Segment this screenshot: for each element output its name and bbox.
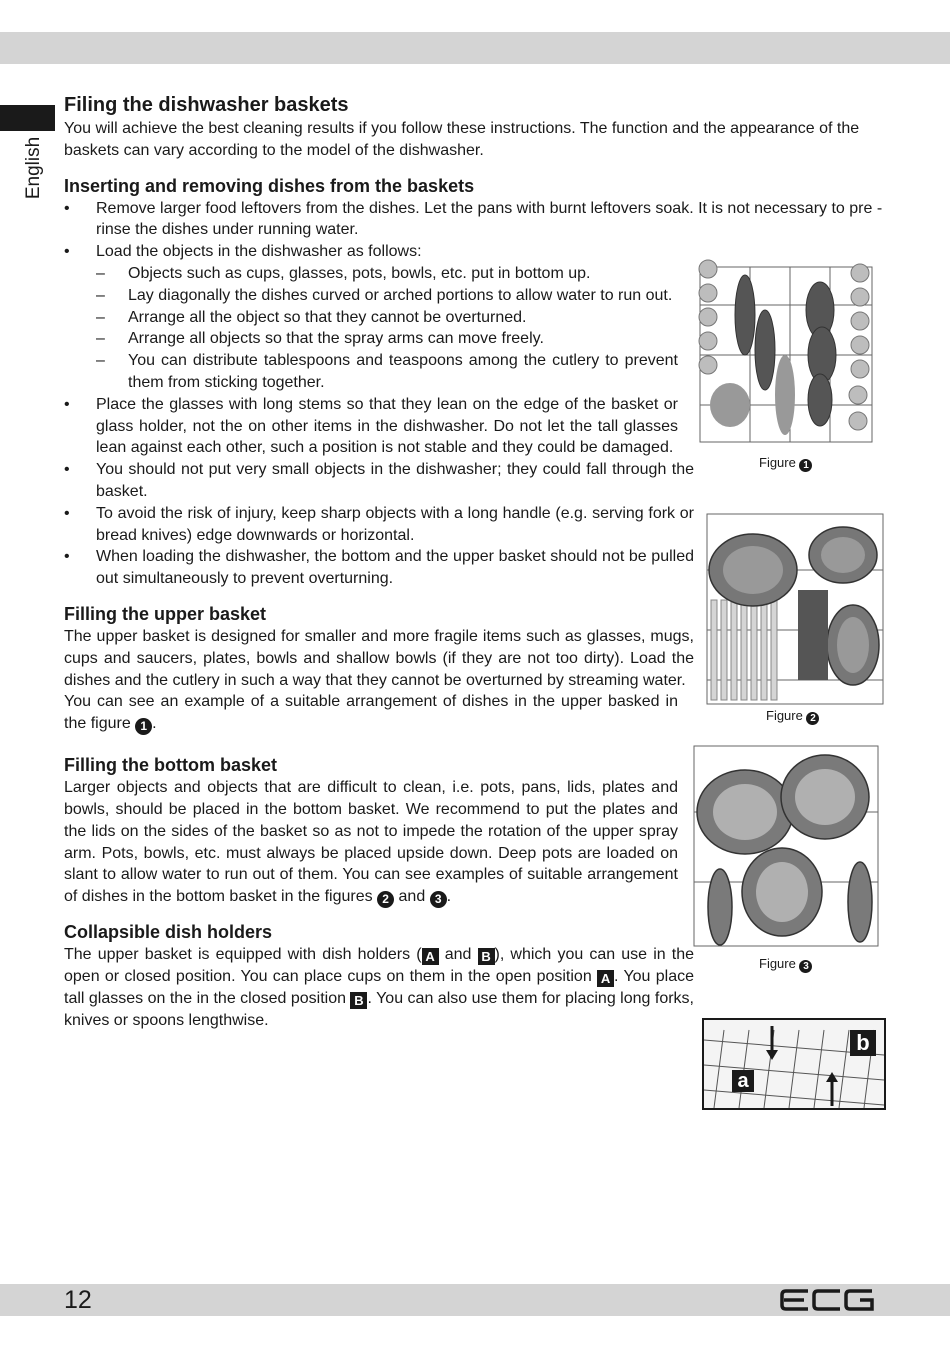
upper-basket-figure-reference (64, 691, 678, 735)
label-a-badge: A (422, 948, 439, 965)
language-tab-label: English (23, 136, 44, 200)
header-bar (0, 32, 950, 64)
list-item-text: Load the objects in the dishwasher as follows: (96, 243, 422, 261)
caption-label: Figure (766, 708, 803, 723)
page-title: Filing the dishwasher baskets (64, 94, 349, 116)
list-item (64, 394, 678, 459)
ref-text: ), which you can use in the open or closed position. You can place cups on them in the open position (64, 946, 695, 985)
sub-list-item: – Lay diagonally the dishes curved or arched portions to allow water to run out. (96, 285, 678, 307)
figure-1-caption (759, 455, 812, 472)
figure-2-badge: 2 (377, 891, 394, 908)
sub-list-item: – Arrange all objects so that the spray arms can move freely. (96, 328, 678, 350)
list-item-text: You should not put very small objects in the dishwasher; they could fall through the basket. (96, 461, 694, 500)
ref-text: . You can also use them for placing long forks, knives or spoons lengthwise. (64, 989, 694, 1029)
figure-1-upper-basket-image (690, 255, 880, 450)
ref-text: and (394, 888, 430, 906)
list-item (64, 241, 678, 394)
intro-paragraph: You will achieve the best cleaning results if you follow these instructions. The function and the appearance of the baskets can vary according to the model of the dishwasher. (64, 120, 860, 159)
figure-2-caption (766, 708, 819, 725)
list-item-text: To avoid the risk of injury, keep sharp objects with a long handle (e.g. serving fork or bread knives) edge downwards or horizontal. (96, 504, 694, 544)
caption-label: Figure (759, 455, 796, 470)
figure-3-caption (759, 956, 812, 973)
sub-list-item: – Objects such as cups, glasses, pots, bowls, etc. put in bottom up. (96, 263, 678, 285)
upper-basket-paragraph: The upper basket is designed for smaller and more fragile items such as glasses, mugs, cups and saucers, plates, bowls and shallow bowls (if they are not too dirty). Load the dishes and the cutlery in such a way that they cannot be overturned by streaming water. (64, 627, 694, 689)
caption-number: 2 (806, 712, 819, 725)
dish-holders-image (702, 1018, 886, 1110)
bottom-basket-paragraph (64, 777, 678, 908)
label-b-badge: B (350, 992, 367, 1009)
figure-3-badge: 3 (430, 891, 447, 908)
caption-label: Figure (759, 956, 796, 971)
holder-b-label: b (850, 1030, 876, 1056)
language-tab-marker (0, 105, 55, 131)
list-item (64, 459, 694, 503)
sub-list-item: – You can distribute tablespoons and teaspoons among the cutlery to prevent them from sticking together. (96, 350, 678, 394)
dish-holders-paragraph (64, 944, 694, 1031)
ref-text: . (446, 888, 452, 906)
list-item (64, 503, 694, 547)
ref-text: and (438, 946, 478, 964)
section-heading-bottom-basket: Filling the bottom basket (64, 755, 278, 776)
sub-list-item: – Arrange all the object so that they cannot be overturned. (96, 307, 678, 329)
figure-1-badge: 1 (135, 718, 152, 735)
label-b-badge: B (478, 948, 495, 965)
list-item-text: Place the glasses with long stems so that they lean on the edge of the basket or glass holder, not the on other items in the dishwasher. Do not let the tall glasses lean against each other, such a position is not stable and they could be damaged. (96, 395, 678, 457)
list-item-text: Remove larger food leftovers from the dishes. Let the pans with burnt leftovers soak. It is not necessary to pre -rinse the dishes under running water. (96, 199, 883, 239)
section-heading-upper-basket: Filling the upper basket (64, 603, 267, 624)
ref-text: Larger objects and objects that are difficult to clean, i.e. pots, pans, lids, plates and bowls, should be placed in the bottom basket. We recommend to put the plates and the lids on the sides of the basket so as not to impede the rotation of the upper spray arm. Pots, bowls, etc. must always be placed upside down. Deep pots are loaded on slant to allow water to run out of them. You can see examples of suitable arrangement of dishes in the bottom basket in the figures (64, 779, 678, 906)
ref-text: . (152, 715, 157, 733)
section-heading-dish-holders: Collapsible dish holders (64, 922, 273, 943)
ref-text: You can see an example of a suitable arrangement of dishes in the upper basked in the figure (64, 693, 678, 733)
page-number: 12 (64, 1286, 92, 1314)
sub-list (96, 263, 678, 394)
holder-a-label: a (732, 1070, 754, 1092)
ref-text: The upper basket is equipped with dish holders ( (64, 946, 422, 964)
figure-3-bottom-basket-image (690, 742, 882, 950)
figure-2-bottom-basket-image (703, 510, 886, 708)
caption-number: 3 (799, 960, 812, 973)
list-item-text: When loading the dishwasher, the bottom and the upper basket should not be pulled out simultaneously to prevent overturning. (96, 548, 694, 588)
label-a-badge: A (597, 970, 614, 987)
list-item (64, 198, 886, 242)
caption-number: 1 (799, 459, 812, 472)
ref-text: . You place tall glasses on the in the closed position (64, 967, 694, 1007)
section-heading-inserting: Inserting and removing dishes from the baskets (64, 175, 475, 196)
list-item (64, 546, 694, 590)
brand-logo (780, 1288, 874, 1312)
